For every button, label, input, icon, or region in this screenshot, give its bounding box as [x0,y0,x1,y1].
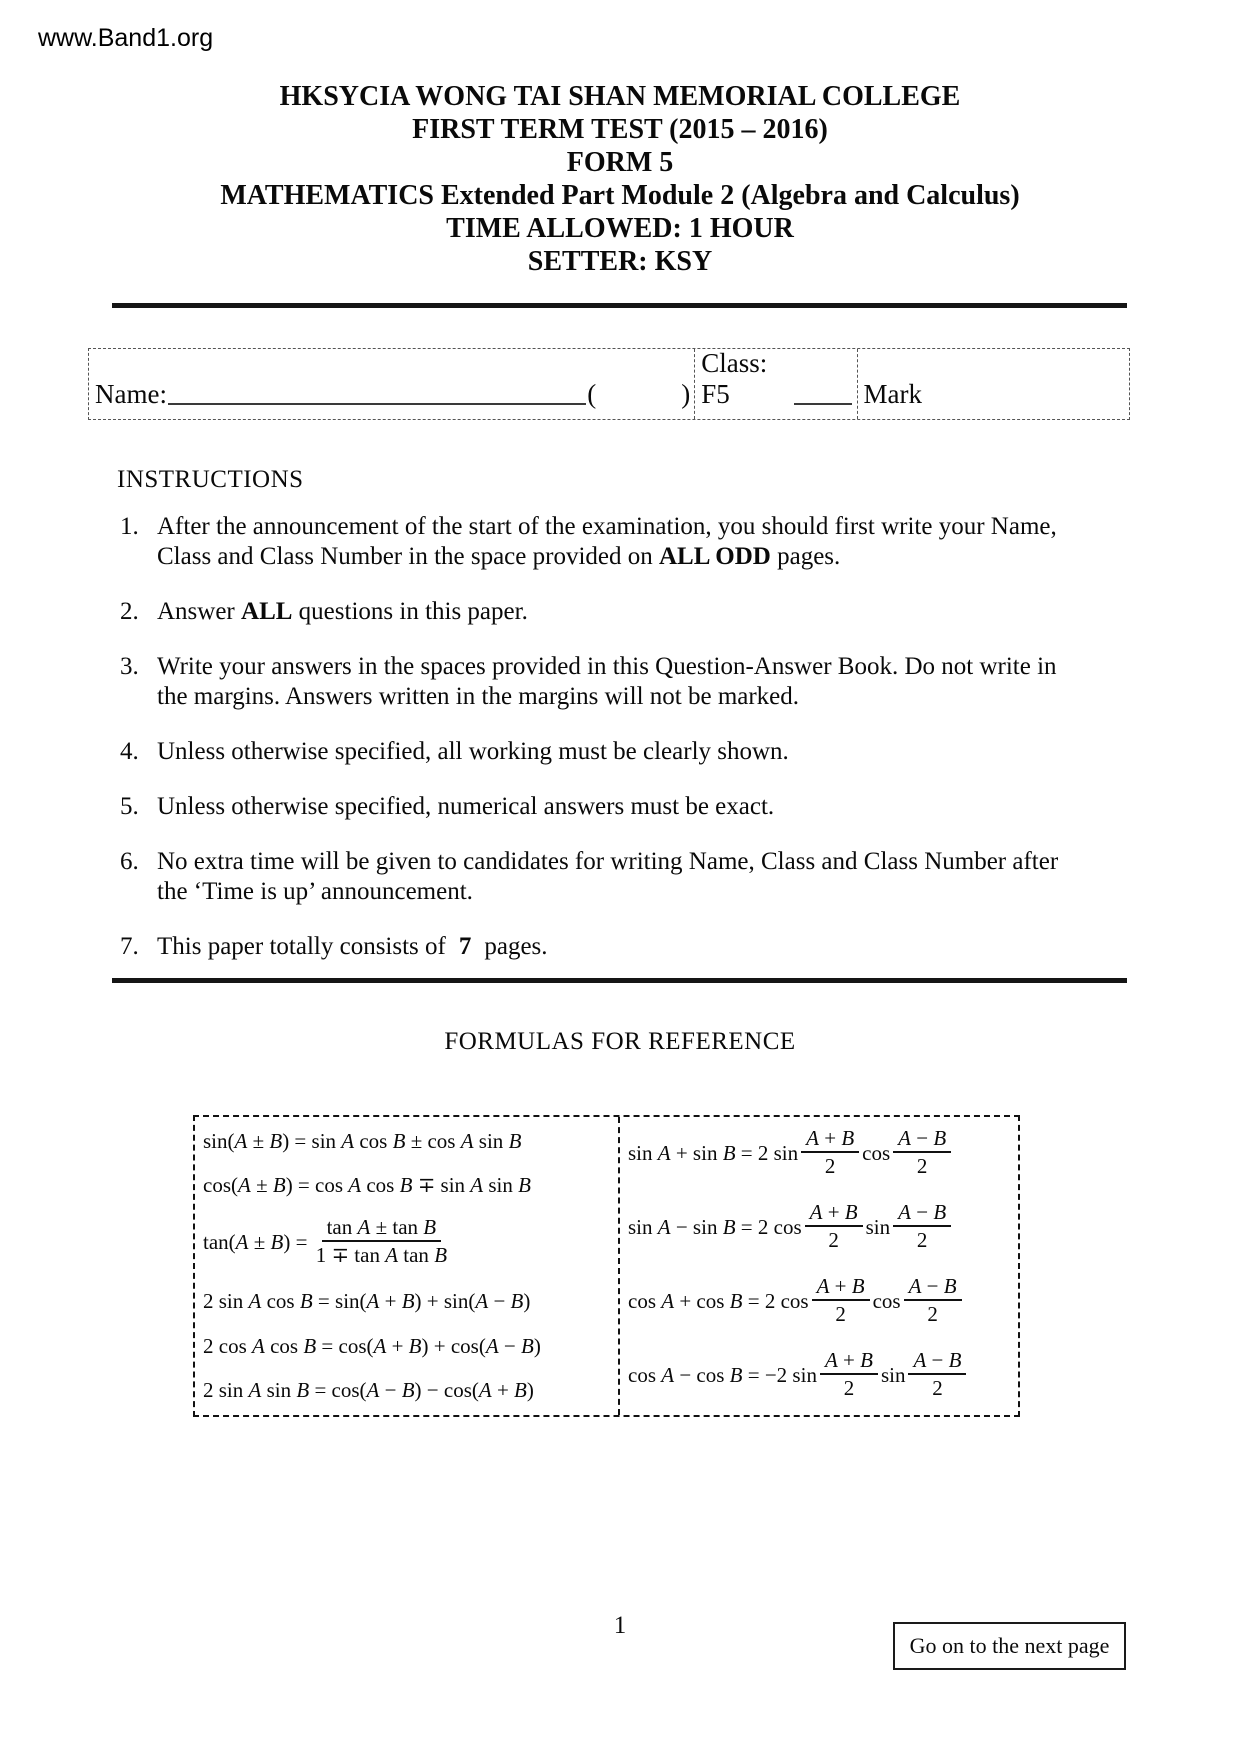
text-segment: A [470,1173,484,1198]
class-label: Class: F5 [701,348,768,409]
text-segment: ) = [283,1229,313,1254]
formula [628,1273,1010,1329]
text-segment: cos [862,1140,891,1165]
formula [203,1173,610,1198]
text-segment: 2 [835,1301,846,1326]
formula [203,1378,610,1403]
text-segment: A [248,1378,262,1402]
fraction-denominator [316,1242,447,1267]
fraction-denominator [927,1301,938,1326]
text-segment: B [401,1378,415,1402]
text-segment: A [252,1333,265,1358]
text-segment: B [299,1289,313,1314]
header-divider [112,303,1127,308]
text-segment: − [926,1347,949,1372]
text-segment: After the announcement of the start of the examination, you should first write your Name, Class and Class Number in the space provided on [157,513,1057,570]
formula [628,1126,1010,1181]
text-segment: A [366,1289,380,1314]
fraction-denominator [828,1227,839,1252]
fraction-numerator [805,1200,863,1227]
text-segment: A [661,1288,675,1313]
next-page-box [893,1622,1126,1670]
text-segment: ± [247,1129,270,1153]
instruction-text [157,847,1092,907]
text-segment: = cos( [309,1378,367,1402]
text-segment: sin [628,1214,658,1239]
text-segment: A [478,1378,492,1402]
formula-col-left [195,1117,620,1415]
instruction-number: 4. [120,738,139,765]
name-cell [89,349,694,419]
text-segment: A [385,1242,399,1267]
text-segment: A [238,1173,251,1198]
text-segment: B [948,1347,962,1372]
text-segment: sin( [203,1129,235,1153]
text-segment: B [729,1288,743,1313]
text-segment: A [348,1173,362,1198]
text-segment: − sin [670,1214,723,1239]
text-segment: B [401,1289,415,1314]
text-segment: A [898,1126,911,1150]
fraction [820,1348,878,1400]
title-line-school: HKSYCIA WONG TAI SHAN MEMORIAL COLLEGE [279,81,961,112]
text-segment: 2 [932,1375,943,1400]
text-segment: ) + sin( [414,1289,476,1314]
text-segment: cos [354,1129,393,1153]
text-segment: ± [248,1229,271,1254]
text-segment: B [510,1289,524,1314]
text-segment: sin [483,1173,519,1198]
text-segment: cos [872,1288,901,1313]
fraction-denominator [917,1227,928,1252]
text-segment: A [806,1126,819,1150]
text-segment: = cos( [316,1333,374,1358]
text-segment: B [423,1214,437,1239]
text-segment: This paper totally consists of [157,933,446,960]
text-segment: A [234,1129,248,1153]
instruction-text [157,597,1092,627]
text-segment: + [822,1199,845,1224]
formula [628,1347,1010,1403]
text-segment: − [910,1126,934,1150]
instruction-text [157,652,1092,712]
text-segment: cos [628,1288,662,1313]
instruction-item [120,932,1092,962]
text-segment: Answer [157,598,242,625]
instruction-number: 3. [120,653,139,680]
formulas-box [193,1115,1020,1417]
text-segment: ) [533,1333,541,1358]
text-segment: B [296,1378,310,1402]
text-segment: − [910,1199,934,1224]
text-segment: B [860,1347,873,1372]
text-segment: tan [398,1242,435,1267]
text-segment: Unless otherwise specified, all working must be clearly shown. [157,738,789,765]
text-segment: + [386,1333,409,1358]
instruction-number: 6. [120,848,139,875]
text-segment: 2 [927,1301,938,1326]
fraction [893,1126,951,1178]
text-segment: − [921,1273,944,1298]
text-segment: B [508,1129,522,1153]
title-line-form: FORM 5 [566,147,674,178]
mark-cell[interactable] [857,349,1129,419]
formula [203,1334,610,1359]
mark-label: Mark [863,379,922,409]
text-segment: ) [523,1289,531,1314]
text-segment: 2 [828,1228,839,1253]
text-segment: A [485,1333,499,1358]
text-segment: sin [880,1362,906,1387]
text-segment: tan [326,1214,358,1239]
text-segment: A [898,1199,911,1224]
text-segment: ± cos [405,1129,461,1153]
instruction-item [120,792,1092,822]
text-segment: ± tan [370,1214,424,1239]
text-segment: No extra time will be given to candidates for writing Name, Class and Class Number after the ‘Time is up’ announcement. [157,848,1059,905]
text-segment: sin [261,1378,297,1402]
text-segment: B [943,1273,957,1298]
text-segment: + [491,1378,515,1402]
text-segment: − [498,1333,521,1358]
fraction-denominator [917,1153,928,1178]
text-segment: B [722,1214,736,1239]
text-segment: ∓ sin [412,1173,471,1198]
text-segment: B [722,1140,736,1165]
text-segment: pages. [770,543,841,570]
text-segment: ) = sin [282,1129,342,1153]
instruction-item [120,847,1092,907]
text-segment: 7 [458,933,472,960]
formula [203,1289,610,1314]
text-segment: A [248,1289,262,1314]
title-line-time: TIME ALLOWED: 1 HOUR [446,213,794,244]
paren-open: ( [587,379,597,409]
title-line-setter: SETTER: KSY [527,246,713,277]
text-segment: A [657,1214,671,1239]
formulas-heading: FORMULAS FOR REFERENCE [444,1028,796,1055]
fraction [893,1200,951,1252]
instructions-heading: INSTRUCTIONS [117,466,304,493]
class-cell [694,349,856,419]
fraction-denominator [932,1375,943,1400]
text-segment: B [303,1333,317,1358]
text-segment: B [841,1126,855,1150]
text-segment: A [824,1347,838,1372]
next-page-label: Go on to the next page [909,1633,1110,1658]
section-divider [112,978,1127,983]
text-segment: ALL ODD [659,543,771,570]
instruction-number: 5. [120,793,139,820]
fraction-denominator [825,1153,836,1178]
text-segment: sin [865,1214,891,1239]
text-segment: + [829,1273,852,1298]
text-segment: 1 ∓ tan [315,1242,386,1267]
text-segment: = 2 cos [742,1288,809,1313]
formula-col-right [620,1117,1018,1415]
text-segment: 2 [916,1228,928,1253]
text-segment: A [816,1273,830,1298]
text-segment: 2 sin [203,1289,249,1314]
text-segment: B [399,1173,413,1198]
text-segment: B [272,1173,286,1198]
text-segment: + [818,1126,842,1150]
text-segment: − [379,1378,402,1402]
text-segment: 2 [824,1154,836,1179]
text-segment: ) = cos [285,1173,349,1198]
text-segment: + [837,1347,861,1372]
fraction [904,1274,962,1326]
fraction-numerator [812,1274,870,1301]
text-segment: 2 cos [203,1333,252,1358]
name-label: Name: [95,379,167,409]
text-segment: A [366,1378,380,1402]
text-segment: ) − cos( [414,1378,479,1402]
fraction-numerator [893,1126,951,1153]
text-segment: − [488,1289,511,1314]
instruction-item [120,652,1092,712]
instruction-number: 7. [120,933,139,960]
formula [203,1214,610,1270]
fraction-numerator [904,1274,962,1301]
text-segment: A [235,1229,249,1254]
text-segment: − cos [674,1362,730,1387]
candidate-info-box [88,348,1130,420]
text-segment: B [514,1378,527,1402]
text-segment: cos [261,1289,300,1314]
text-segment: questions in this paper. [292,598,528,625]
exam-title-block [112,80,1128,278]
instruction-item [120,597,1092,627]
name-input-line[interactable] [168,399,586,405]
text-segment: ) [526,1378,534,1402]
text-segment: + [379,1289,402,1314]
fraction [805,1200,863,1252]
fraction-numerator [820,1348,878,1375]
text-segment: = sin( [312,1289,367,1314]
fraction [908,1348,966,1400]
text-segment: B [518,1173,531,1198]
text-segment: ± [250,1173,273,1198]
formula [628,1199,1010,1255]
text-segment: A [373,1333,387,1358]
text-segment: + cos [674,1288,730,1313]
text-segment: = 2 cos [735,1214,802,1239]
text-segment: pages. [484,933,548,960]
instruction-text [157,737,1092,767]
text-segment: A [475,1289,489,1314]
text-segment: B [851,1273,865,1298]
text-segment: ) + cos( [421,1333,486,1358]
text-segment: A [908,1273,922,1298]
text-segment: B [933,1199,947,1224]
text-segment: A [341,1129,355,1153]
fraction [316,1215,447,1267]
text-segment: 2 [843,1375,855,1400]
instruction-item [120,512,1092,572]
instruction-text [157,932,1092,962]
instructions-list [120,512,1092,987]
title-line-subject: MATHEMATICS Extended Part Module 2 (Algebra and Calculus) [220,180,1020,211]
text-segment: sin [473,1129,509,1153]
text-segment: B [270,1229,284,1254]
instruction-text [157,792,1092,822]
text-segment: A [809,1199,823,1224]
text-segment: A [913,1347,927,1372]
instruction-item [120,737,1092,767]
watermark-url: www.Band1.org [38,24,214,52]
text-segment: B [408,1333,422,1358]
class-input-line[interactable] [794,399,852,405]
text-segment: = 2 sin [735,1140,799,1165]
formula [203,1129,610,1154]
fraction-numerator [801,1126,859,1153]
text-segment: cos [628,1362,662,1387]
text-segment: B [933,1126,947,1150]
text-segment: B [269,1129,283,1153]
fraction-numerator [908,1348,966,1375]
text-segment: cos [264,1333,304,1358]
text-segment: A [460,1129,474,1153]
title-line-test: FIRST TERM TEST (2015 – 2016) [412,114,828,145]
text-segment: tan( [203,1229,236,1254]
text-segment: cos( [203,1173,238,1198]
text-segment: B [729,1362,743,1387]
instruction-number: 1. [120,513,139,540]
text-segment: B [434,1242,448,1267]
text-segment: Write your answers in the spaces provided in this Question-Answer Book. Do not write in the margins. Answers written in the margins will not be marked. [157,653,1057,710]
page-number: 1 [613,1612,627,1639]
text-segment: B [844,1199,858,1224]
text-segment: A [357,1214,371,1239]
text-segment: cos [361,1173,400,1198]
text-segment: B [392,1129,406,1153]
text-segment: + sin [670,1140,723,1165]
fraction-denominator [835,1301,846,1326]
instruction-number: 2. [120,598,139,625]
fraction-numerator [893,1200,951,1227]
text-segment: ALL [241,598,293,625]
paren-close: ) [681,379,691,409]
fraction [812,1274,870,1326]
text-segment: 2 sin [203,1378,249,1402]
text-segment: Unless otherwise specified, numerical answers must be exact. [157,793,775,820]
fraction [801,1126,859,1178]
text-segment: A [661,1362,675,1387]
text-segment: = −2 sin [742,1362,817,1387]
text-segment: B [521,1333,534,1358]
fraction-numerator [322,1215,442,1242]
text-segment: sin [628,1140,658,1165]
text-segment: A [657,1140,671,1165]
instruction-text [157,512,1092,572]
text-segment: 2 [916,1154,928,1179]
fraction-denominator [844,1375,855,1400]
